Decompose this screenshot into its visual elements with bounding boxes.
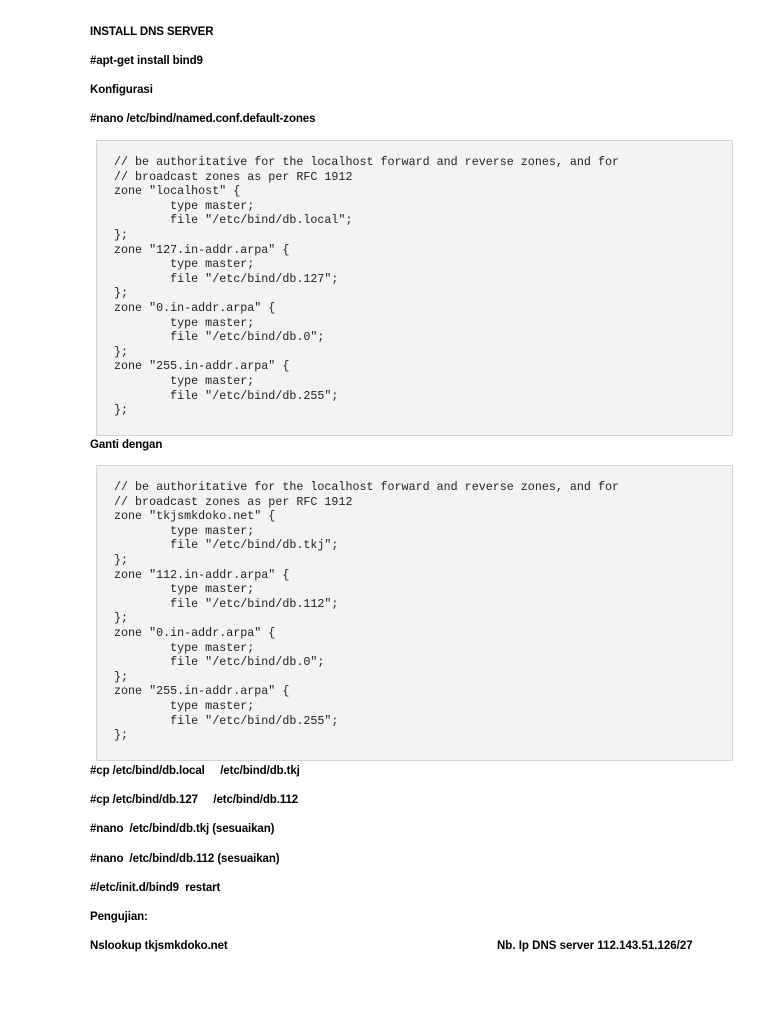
- code-line: file "/etc/bind/db.255";: [114, 713, 339, 728]
- restart-command: #/etc/init.d/bind9 restart: [90, 882, 221, 894]
- konfigurasi-label: Konfigurasi: [90, 84, 153, 96]
- code-line: zone "255.in-addr.arpa" {: [114, 684, 290, 699]
- code-line: file "/etc/bind/db.127";: [114, 271, 339, 286]
- page-heading: INSTALL DNS SERVER: [90, 26, 214, 38]
- code-line: // be authoritative for the localhost forward and reverse zones, and for: [114, 155, 619, 169]
- code-line: file "/etc/bind/db.tkj";: [114, 538, 339, 553]
- code-line: // be authoritative for the localhost forward and reverse zones, and for: [114, 480, 619, 494]
- code-line: zone "tkjsmkdoko.net" {: [114, 509, 276, 524]
- code-line: };: [114, 728, 129, 743]
- nslookup-command: Nslookup tkjsmkdoko.net: [90, 940, 228, 952]
- code-line: };: [114, 611, 129, 626]
- code-line: };: [114, 669, 129, 684]
- code-line: type master;: [114, 373, 255, 388]
- original-config-code-block: [96, 140, 733, 436]
- code-line: type master;: [114, 582, 255, 597]
- code-line: // broadcast zones as per RFC 1912: [114, 169, 353, 184]
- code-line: zone "127.in-addr.arpa" {: [114, 242, 290, 257]
- code-line: type master;: [114, 315, 255, 330]
- code-line: type master;: [114, 698, 255, 713]
- code-line: };: [114, 403, 129, 418]
- cp-127-command: #cp /etc/bind/db.127 /etc/bind/db.112: [90, 794, 299, 806]
- code-line: };: [114, 227, 129, 242]
- cp-local-command: #cp /etc/bind/db.local /etc/bind/db.tkj: [90, 765, 300, 777]
- code-line: zone "0.in-addr.arpa" {: [114, 625, 276, 640]
- replacement-config-code: [114, 480, 619, 743]
- code-line: type master;: [114, 257, 255, 272]
- code-line: file "/etc/bind/db.112";: [114, 596, 339, 611]
- pengujian-label: Pengujian:: [90, 911, 148, 923]
- code-line: zone "0.in-addr.arpa" {: [114, 300, 276, 315]
- code-line: type master;: [114, 198, 255, 213]
- code-line: file "/etc/bind/db.255";: [114, 388, 339, 403]
- nano-tkj-command: #nano /etc/bind/db.tkj (sesuaikan): [90, 823, 275, 835]
- code-line: };: [114, 286, 129, 301]
- install-command: #apt-get install bind9: [90, 55, 203, 67]
- ganti-dengan-label: Ganti dengan: [90, 439, 163, 451]
- code-line: // broadcast zones as per RFC 1912: [114, 494, 353, 509]
- code-line: file "/etc/bind/db.local";: [114, 213, 353, 228]
- code-line: type master;: [114, 640, 255, 655]
- code-line: };: [114, 552, 129, 567]
- code-line: file "/etc/bind/db.0";: [114, 330, 325, 345]
- code-line: zone "localhost" {: [114, 184, 241, 199]
- code-line: zone "255.in-addr.arpa" {: [114, 359, 290, 374]
- replacement-config-code-block: [96, 465, 733, 761]
- code-line: type master;: [114, 523, 255, 538]
- nano-zones-command: #nano /etc/bind/named.conf.default-zones: [90, 113, 316, 125]
- nano-112-command: #nano /etc/bind/db.112 (sesuaikan): [90, 853, 280, 865]
- original-config-code: [114, 155, 619, 418]
- code-line: };: [114, 344, 129, 359]
- code-line: zone "112.in-addr.arpa" {: [114, 567, 290, 582]
- code-line: file "/etc/bind/db.0";: [114, 655, 325, 670]
- dns-ip-note: Nb. Ip DNS server 112.143.51.126/27: [497, 940, 693, 952]
